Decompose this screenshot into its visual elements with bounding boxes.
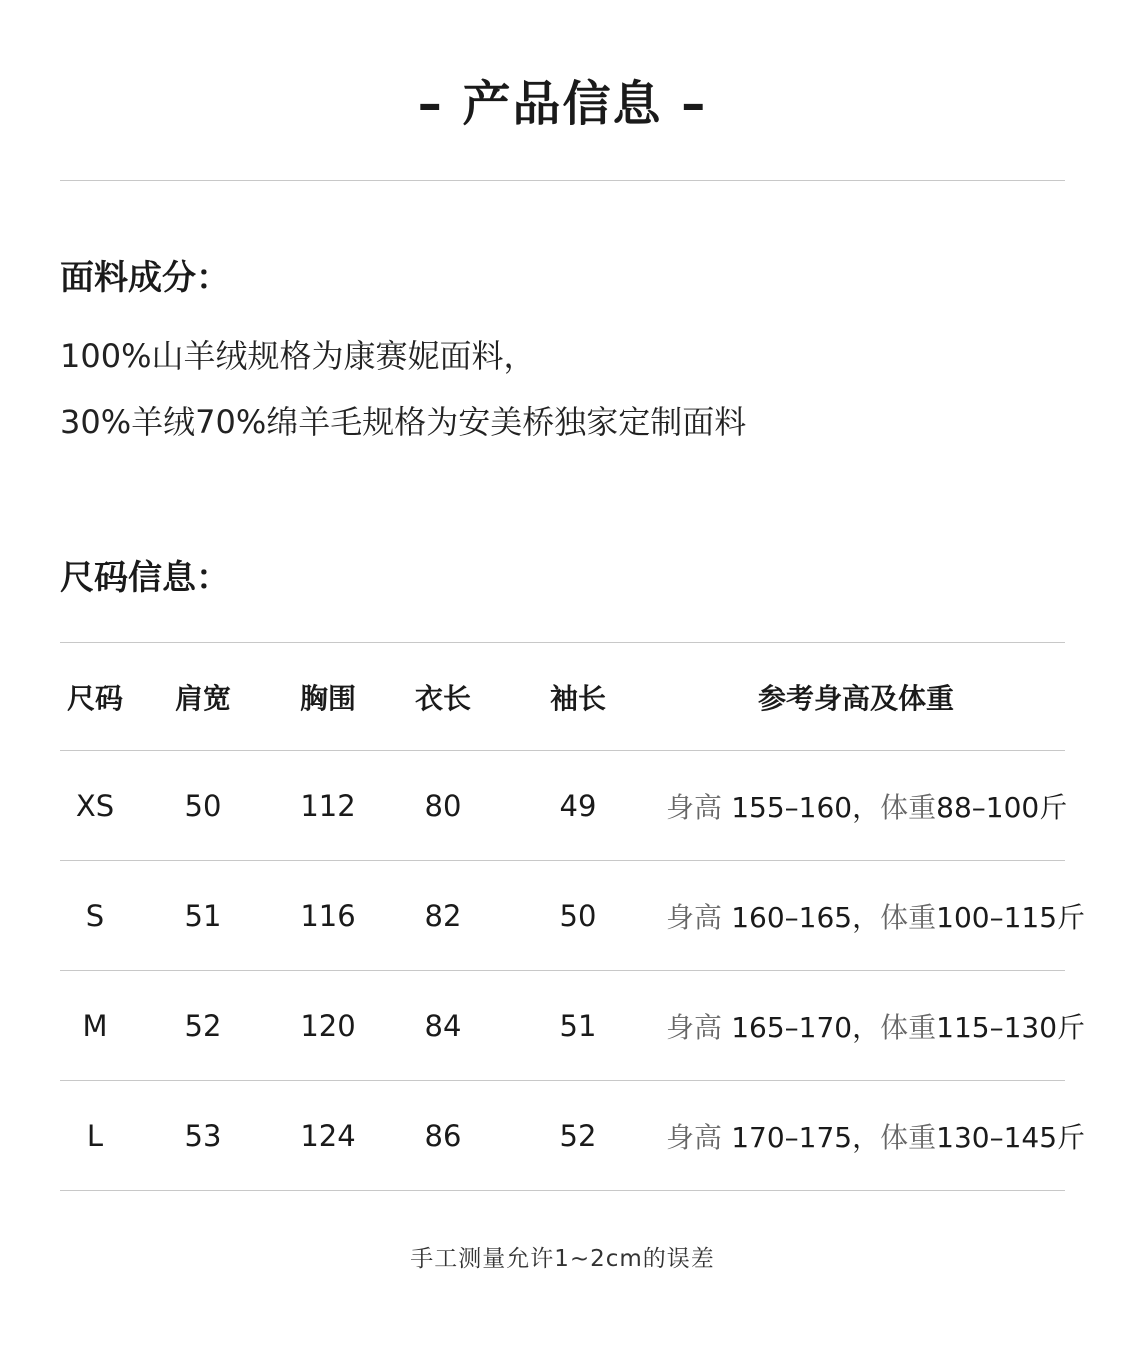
size-cell: M	[82, 1008, 108, 1043]
size-cell: XS	[75, 788, 115, 823]
height-label: 身高	[666, 1010, 723, 1044]
table-row	[60, 1081, 1086, 1191]
reference-cell	[666, 1081, 1086, 1190]
fabric-heading: 面料成分：	[60, 258, 230, 298]
measurement-footnote: 手工测量允许1~2cm的误差	[410, 1246, 715, 1272]
reference-cell	[666, 861, 1086, 970]
shoulder-cell: 51	[184, 898, 222, 933]
column-header-reference: 参考身高及体重	[757, 681, 954, 715]
size-cell: S	[85, 898, 105, 933]
height-value: 165–170，	[731, 1010, 881, 1044]
table-row	[60, 861, 1086, 971]
chest-cell: 116	[300, 898, 356, 933]
shoulder-cell: 50	[184, 788, 222, 823]
weight-label: 体重	[880, 790, 937, 824]
weight-label: 体重	[880, 1120, 937, 1154]
length-cell: 86	[424, 1118, 462, 1153]
weight-value: 115–130斤	[936, 1010, 1086, 1044]
height-label: 身高	[666, 1120, 723, 1154]
length-cell: 84	[424, 1008, 462, 1043]
column-header-shoulder: 肩宽	[174, 681, 231, 715]
size-table	[60, 642, 1086, 1191]
sleeve-cell: 51	[559, 1008, 597, 1043]
table-row	[60, 971, 1086, 1081]
chest-cell: 112	[300, 788, 356, 823]
table-row	[60, 751, 1068, 861]
weight-label: 体重	[880, 1010, 937, 1044]
column-header-length: 衣长	[414, 681, 471, 715]
height-label: 身高	[666, 790, 723, 824]
page-title: – 产品信息 –	[417, 76, 708, 132]
weight-value: 130–145斤	[936, 1120, 1086, 1154]
chest-cell: 120	[300, 1008, 356, 1043]
sleeve-cell: 49	[559, 788, 597, 823]
height-label: 身高	[666, 900, 723, 934]
column-header-chest: 胸围	[299, 681, 356, 715]
length-cell: 80	[424, 788, 462, 823]
reference-cell	[666, 971, 1086, 1080]
column-header-sleeve: 袖长	[549, 681, 606, 715]
shoulder-cell: 52	[184, 1008, 222, 1043]
height-value: 155–160，	[731, 790, 881, 824]
weight-label: 体重	[880, 900, 937, 934]
size-cell: L	[86, 1118, 104, 1153]
fabric-line-2: 30%羊绒70%绵羊毛规格为安美桥独家定制面料	[60, 403, 747, 441]
title-divider	[60, 180, 1065, 181]
column-header-size: 尺码	[66, 681, 123, 715]
sleeve-cell: 52	[559, 1118, 597, 1153]
chest-cell: 124	[300, 1118, 356, 1153]
height-value: 170–175，	[731, 1120, 881, 1154]
weight-value: 88–100斤	[936, 790, 1068, 824]
size-heading: 尺码信息：	[60, 558, 230, 598]
sleeve-cell: 50	[559, 898, 597, 933]
fabric-line-1: 100%山羊绒规格为康赛妮面料，	[60, 337, 536, 375]
reference-cell	[666, 751, 1066, 860]
weight-value: 100–115斤	[936, 900, 1086, 934]
table-header-row	[60, 642, 1065, 751]
length-cell: 82	[424, 898, 462, 933]
height-value: 160–165，	[731, 900, 881, 934]
shoulder-cell: 53	[184, 1118, 222, 1153]
